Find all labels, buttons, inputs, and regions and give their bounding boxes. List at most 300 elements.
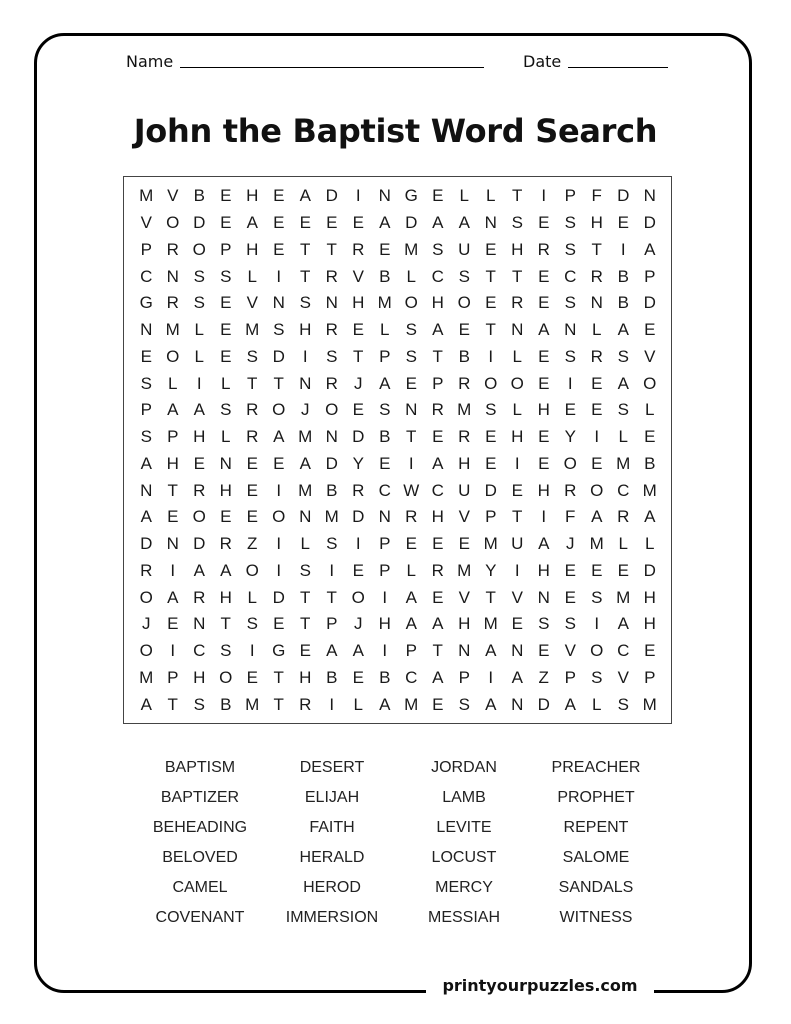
grid-cell: O [272, 507, 286, 527]
grid-cell: M [245, 694, 260, 714]
grid-cell: E [617, 560, 629, 580]
grid-cell: I [514, 453, 520, 473]
grid-cell: N [166, 534, 179, 554]
grid-cell: H [511, 239, 524, 259]
grid-cell: L [194, 346, 204, 366]
grid-cell: E [564, 587, 576, 607]
grid-cell: L [618, 427, 628, 447]
grid-cell: R [458, 427, 471, 447]
grid-cell: E [644, 427, 656, 447]
grid-cell: E [352, 667, 364, 687]
grid-cell: A [432, 667, 444, 687]
grid-cell: Y [485, 560, 497, 580]
grid-cell: P [379, 560, 391, 580]
grid-cell: L [406, 266, 416, 286]
grid-cell: D [643, 560, 656, 580]
word-list-item: DESERT [299, 759, 365, 776]
grid-cell: N [564, 320, 577, 340]
grid-cell: J [354, 614, 363, 634]
grid-cell: E [538, 453, 550, 473]
grid-cell: R [511, 293, 524, 313]
grid-cell: H [458, 614, 471, 634]
grid-cell: P [140, 400, 152, 420]
grid-cell: E [379, 453, 391, 473]
grid-cell: N [405, 400, 418, 420]
grid-cell: L [221, 427, 231, 447]
grid-cell: E [511, 480, 523, 500]
grid-cell: I [541, 507, 547, 527]
grid-cell: A [193, 400, 205, 420]
grid-cell: E [220, 293, 232, 313]
grid-cell: L [645, 400, 655, 420]
grid-cell: P [220, 239, 232, 259]
grid-cell: T [167, 694, 178, 714]
grid-cell: D [352, 427, 365, 447]
grid-cell: N [458, 641, 471, 661]
grid-cell: B [193, 186, 205, 206]
grid-cell: R [219, 534, 232, 554]
grid-cell: T [326, 239, 337, 259]
grid-cell: I [276, 480, 282, 500]
grid-cell: E [564, 560, 576, 580]
grid-cell: E [326, 213, 338, 233]
grid-cell: A [644, 239, 656, 259]
grid-cell: V [458, 507, 470, 527]
grid-cell: N [643, 186, 656, 206]
grid-cell: D [140, 534, 153, 554]
grid-cell: H [643, 614, 656, 634]
grid-cell: E [432, 186, 444, 206]
word-list-item: JORDAN [431, 759, 497, 776]
grid-cell: A [193, 560, 205, 580]
grid-cell: L [168, 373, 178, 393]
grid-cell: V [644, 346, 656, 366]
grid-cell: O [219, 667, 233, 687]
word-list-item: CAMEL [172, 879, 228, 896]
grid-cell: H [166, 453, 179, 473]
grid-cell: S [617, 400, 629, 420]
grid-cell: O [139, 641, 153, 661]
grid-cell: V [511, 587, 523, 607]
grid-cell: T [485, 266, 496, 286]
name-field-line[interactable] [180, 67, 484, 68]
grid-cell: N [590, 293, 603, 313]
grid-cell: M [483, 614, 498, 634]
word-list-item: COVENANT [155, 909, 245, 926]
word-list-item: IMMERSION [285, 909, 379, 926]
grid-cell: U [458, 480, 471, 500]
grid-cell: T [485, 587, 496, 607]
name-label: Name [126, 52, 174, 71]
grid-cell: L [592, 694, 602, 714]
grid-cell: L [247, 266, 257, 286]
grid-cell: L [645, 534, 655, 554]
grid-cell: A [140, 694, 152, 714]
word-list-item: ELIJAH [304, 789, 360, 806]
grid-cell: N [511, 641, 524, 661]
grid-cell: E [299, 213, 311, 233]
grid-cell: E [591, 560, 603, 580]
grid-cell: M [324, 507, 339, 527]
word-list-item: HEROD [303, 879, 361, 896]
grid-cell: N [272, 293, 285, 313]
grid-cell: S [379, 400, 391, 420]
grid-cell: N [299, 507, 312, 527]
grid-cell: A [644, 507, 656, 527]
grid-cell: R [431, 400, 444, 420]
grid-cell: S [564, 213, 576, 233]
grid-cell: R [166, 293, 179, 313]
grid-cell: H [458, 453, 471, 473]
grid-cell: M [642, 694, 657, 714]
grid-cell: E [458, 534, 470, 554]
grid-cell: C [193, 641, 206, 661]
grid-cell: N [140, 320, 153, 340]
grid-cell: P [405, 641, 417, 661]
grid-cell: L [618, 534, 628, 554]
grid-cell: C [431, 480, 444, 500]
grid-cell: E [246, 453, 258, 473]
grid-cell: T [326, 587, 337, 607]
grid-cell: P [167, 667, 179, 687]
grid-cell: E [140, 346, 152, 366]
grid-cell: R [590, 346, 603, 366]
grid-cell: P [379, 346, 391, 366]
grid-cell: E [273, 453, 285, 473]
grid-cell: R [140, 560, 153, 580]
grid-cell: E [352, 320, 364, 340]
grid-cell: S [485, 400, 497, 420]
grid-cell: V [617, 667, 629, 687]
grid-cell: E [538, 373, 550, 393]
grid-cell: T [220, 614, 231, 634]
grid-cell: S [511, 213, 523, 233]
grid-cell: I [355, 186, 361, 206]
grid-cell: A [405, 614, 417, 634]
grid-cell: I [408, 453, 414, 473]
grid-cell: E [352, 400, 364, 420]
grid-cell: T [485, 320, 496, 340]
grid-cell: R [537, 239, 550, 259]
grid-cell: E [379, 239, 391, 259]
grid-cell: H [246, 186, 259, 206]
grid-cell: F [591, 186, 602, 206]
grid-cell: I [541, 186, 547, 206]
grid-cell: M [298, 480, 313, 500]
grid-cell: N [299, 373, 312, 393]
grid-cell: Y [564, 427, 576, 447]
grid-cell: G [139, 293, 153, 313]
word-list-item: BEHEADING [152, 819, 248, 836]
grid-cell: R [564, 480, 577, 500]
page-title: John the Baptist Word Search [133, 112, 658, 150]
grid-cell: P [564, 186, 576, 206]
grid-cell: I [170, 560, 176, 580]
grid-cell: R [325, 266, 338, 286]
grid-cell: M [457, 560, 472, 580]
grid-cell: N [378, 507, 391, 527]
grid-cell: N [166, 266, 179, 286]
grid-cell: B [326, 480, 338, 500]
word-list-item: LAMB [442, 789, 486, 806]
grid-cell: A [538, 534, 550, 554]
grid-cell: I [276, 534, 282, 554]
grid-cell: O [166, 213, 180, 233]
grid-cell: C [378, 480, 391, 500]
grid-cell: R [431, 560, 444, 580]
grid-cell: E [564, 400, 576, 420]
grid-cell: N [511, 694, 524, 714]
grid-cell: R [299, 694, 312, 714]
grid-cell: S [326, 346, 338, 366]
grid-cell: M [589, 534, 604, 554]
letter-grid [133, 183, 663, 718]
grid-cell: A [617, 373, 629, 393]
grid-cell: R [352, 480, 365, 500]
grid-cell: T [300, 239, 311, 259]
word-list-item: PREACHER [551, 759, 641, 776]
grid-cell: L [353, 694, 363, 714]
grid-cell: P [140, 239, 152, 259]
grid-cell: L [512, 400, 522, 420]
grid-cell: E [591, 400, 603, 420]
grid-cell: E [511, 614, 523, 634]
grid-cell: S [246, 614, 258, 634]
grid-cell: R [246, 400, 259, 420]
grid-cell: T [273, 694, 284, 714]
grid-cell: T [353, 346, 364, 366]
grid-cell: D [537, 694, 550, 714]
grid-cell: I [594, 427, 600, 447]
grid-cell: E [299, 641, 311, 661]
grid-cell: E [617, 213, 629, 233]
grid-cell: R [458, 373, 471, 393]
grid-cell: S [617, 694, 629, 714]
grid-cell: O [590, 641, 604, 661]
grid-cell: T [406, 427, 417, 447]
grid-cell: M [404, 694, 419, 714]
grid-cell: D [193, 534, 206, 554]
grid-cell: B [379, 266, 391, 286]
grid-cell: R [617, 507, 630, 527]
grid-cell: T [512, 266, 523, 286]
grid-cell: P [379, 534, 391, 554]
grid-cell: H [378, 614, 391, 634]
grid-cell: D [617, 186, 630, 206]
grid-cell: N [325, 427, 338, 447]
word-list-item: PROPHET [557, 789, 635, 806]
grid-cell: O [272, 400, 286, 420]
grid-cell: L [380, 320, 390, 340]
grid-cell: B [644, 453, 656, 473]
grid-cell: D [272, 587, 285, 607]
grid-cell: B [326, 667, 338, 687]
grid-cell: S [299, 560, 311, 580]
grid-cell: I [276, 266, 282, 286]
word-list-item: WITNESS [559, 909, 633, 926]
grid-cell: A [564, 694, 576, 714]
grid-cell: S [591, 587, 603, 607]
grid-cell: S [193, 266, 205, 286]
grid-cell: E [193, 453, 205, 473]
word-list-item: BELOVED [162, 849, 238, 866]
grid-cell: R [325, 373, 338, 393]
word-list-item: MESSIAH [427, 909, 500, 926]
grid-cell: A [379, 694, 391, 714]
grid-cell: I [170, 641, 176, 661]
grid-cell: T [300, 614, 311, 634]
date-label: Date [523, 52, 562, 71]
grid-cell: U [511, 534, 524, 554]
grid-cell: H [246, 239, 259, 259]
grid-cell: O [139, 587, 153, 607]
grid-cell: A [432, 453, 444, 473]
grid-cell: H [643, 587, 656, 607]
grid-cell: S [220, 641, 232, 661]
grid-cell: L [406, 560, 416, 580]
word-list-item: BAPTISM [164, 759, 236, 776]
grid-cell: G [272, 641, 286, 661]
grid-cell: M [404, 239, 419, 259]
grid-cell: M [165, 320, 180, 340]
grid-cell: E [538, 346, 550, 366]
grid-cell: P [485, 507, 497, 527]
grid-cell: N [219, 453, 232, 473]
grid-cell: I [620, 239, 626, 259]
grid-cell: H [352, 293, 365, 313]
grid-cell: O [166, 346, 180, 366]
grid-cell: M [483, 534, 498, 554]
grid-cell: Z [247, 534, 258, 554]
grid-cell: E [167, 507, 179, 527]
grid-cell: A [273, 427, 285, 447]
grid-cell: D [325, 453, 338, 473]
grid-cell: O [484, 373, 498, 393]
grid-cell: H [537, 400, 550, 420]
grid-cell: O [245, 560, 259, 580]
grid-cell: S [564, 239, 576, 259]
grid-cell: E [538, 213, 550, 233]
grid-cell: S [432, 239, 444, 259]
grid-cell: C [617, 480, 630, 500]
grid-cell: O [643, 373, 657, 393]
grid-cell: P [644, 667, 656, 687]
grid-cell: I [514, 560, 520, 580]
grid-cell: O [590, 480, 604, 500]
grid-cell: G [404, 186, 418, 206]
grid-cell: I [355, 534, 361, 554]
grid-cell: J [354, 373, 363, 393]
grid-cell: H [193, 427, 206, 447]
grid-cell: I [382, 587, 388, 607]
grid-cell: A [379, 373, 391, 393]
grid-cell: T [247, 373, 258, 393]
grid-cell: S [564, 293, 576, 313]
grid-cell: E [538, 427, 550, 447]
grid-cell: A [326, 641, 338, 661]
grid-cell: I [329, 560, 335, 580]
grid-cell: E [220, 213, 232, 233]
date-field-line[interactable] [568, 67, 668, 68]
grid-cell: E [458, 320, 470, 340]
grid-cell: D [272, 346, 285, 366]
grid-cell: R [193, 480, 206, 500]
grid-cell: A [140, 453, 152, 473]
grid-cell: O [563, 453, 577, 473]
grid-cell: A [246, 213, 258, 233]
grid-cell: E [220, 507, 232, 527]
grid-cell: N [484, 213, 497, 233]
grid-cell: C [431, 266, 444, 286]
grid-cell: S [564, 614, 576, 634]
grid-cell: B [379, 427, 391, 447]
grid-cell: V [140, 213, 152, 233]
grid-cell: A [432, 213, 444, 233]
grid-cell: A [405, 587, 417, 607]
grid-cell: R [325, 320, 338, 340]
grid-cell: E [352, 213, 364, 233]
grid-cell: V [167, 186, 179, 206]
word-list-item: SALOME [562, 849, 630, 866]
grid-cell: C [564, 266, 577, 286]
grid-cell: H [299, 320, 312, 340]
grid-cell: O [192, 507, 206, 527]
grid-cell: D [405, 213, 418, 233]
grid-cell: O [457, 293, 471, 313]
grid-cell: P [167, 427, 179, 447]
grid-cell: A [458, 213, 470, 233]
grid-cell: E [485, 239, 497, 259]
grid-cell: F [565, 507, 576, 527]
grid-cell: D [325, 186, 338, 206]
grid-cell: I [594, 614, 600, 634]
grid-cell: E [538, 266, 550, 286]
grid-cell: S [617, 346, 629, 366]
grid-cell: M [642, 480, 657, 500]
grid-cell: E [432, 427, 444, 447]
grid-cell: R [246, 427, 259, 447]
grid-cell: V [246, 293, 258, 313]
grid-cell: S [220, 400, 232, 420]
grid-cell: N [511, 320, 524, 340]
grid-cell: A [167, 400, 179, 420]
grid-cell: B [458, 346, 470, 366]
grid-cell: E [273, 186, 285, 206]
grid-cell: R [405, 507, 418, 527]
grid-cell: A [352, 641, 364, 661]
grid-cell: N [537, 587, 550, 607]
word-list-item: FAITH [309, 819, 355, 836]
grid-cell: E [273, 239, 285, 259]
grid-cell: P [326, 614, 338, 634]
grid-cell: L [592, 320, 602, 340]
grid-cell: J [301, 400, 310, 420]
grid-cell: S [591, 667, 603, 687]
grid-cell: P [644, 266, 656, 286]
grid-cell: I [196, 373, 202, 393]
grid-cell: L [194, 320, 204, 340]
grid-cell: S [220, 266, 232, 286]
grid-cell: A [167, 587, 179, 607]
grid-cell: E [246, 480, 258, 500]
grid-cell: S [458, 694, 470, 714]
grid-cell: H [431, 507, 444, 527]
grid-cell: P [432, 373, 444, 393]
grid-cell: V [564, 641, 576, 661]
grid-cell: E [485, 453, 497, 473]
footer-site: printyourpuzzles.com [442, 976, 638, 995]
grid-cell: A [432, 614, 444, 634]
